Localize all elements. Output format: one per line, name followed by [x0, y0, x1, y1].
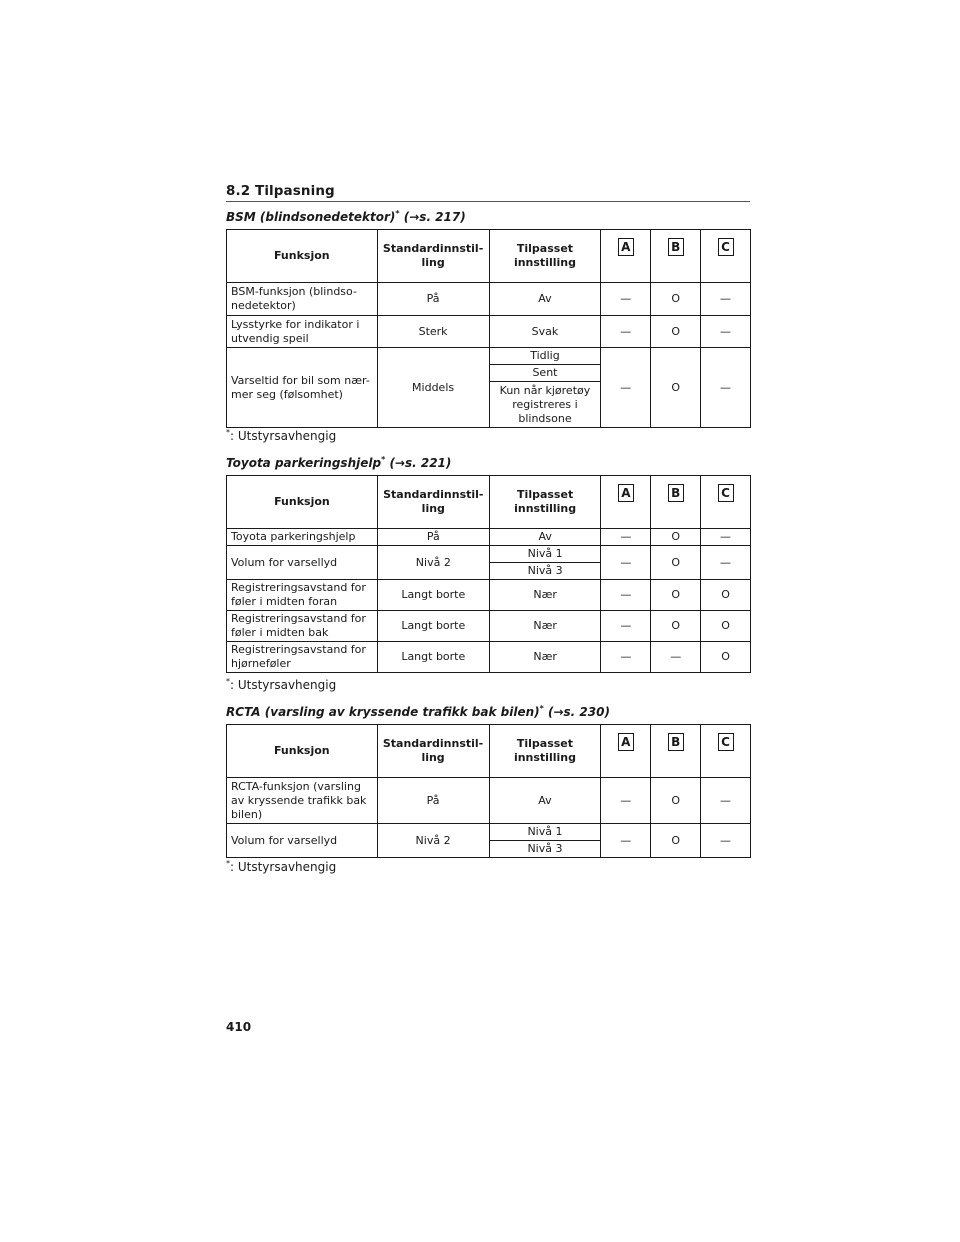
table-subrow: Nivå 3 — [227, 563, 751, 580]
table-row: Registreringsavstand for hjørneføler Langt borte Nær — — O — [227, 642, 751, 673]
col-a: A — [618, 238, 634, 256]
col-b: B — [668, 733, 684, 751]
bsm-heading: BSM (blindsonedetektor)* (→s. 217) — [226, 209, 466, 224]
table-row: Registreringsavstand for føler i midten foran Langt borte Nær — O O — [227, 580, 751, 611]
rcta-footnote: *: Utstyrsavhengig — [226, 859, 337, 874]
table-header-row — [227, 476, 751, 529]
parking-heading: Toyota parkeringshjelp* (→s. 221) — [226, 455, 452, 470]
table-row: RCTA-funksjon (varsling av kryssende trafikk bak bilen) På Av — O — — [227, 778, 751, 824]
bsm-footnote: *: Utstyrsavhengig — [226, 428, 337, 443]
col-tilpasset: Tilpasset innstilling — [489, 725, 601, 778]
table-row: Toyota parkeringshjelp På Av — O — — [227, 529, 751, 546]
col-funksjon: Funksjon — [227, 476, 378, 529]
col-b: B — [668, 238, 684, 256]
rcta-page-ref: (→s. 230) — [548, 705, 610, 719]
rcta-table — [226, 724, 751, 858]
col-standard: Standardinnstil-ling — [377, 476, 489, 529]
col-c: C — [718, 733, 734, 751]
col-c: C — [718, 238, 734, 256]
table-row: Volum for varsellyd Nivå 2 Nivå 1 — O — — [227, 546, 751, 563]
table-row: Varseltid for bil som nær-mer seg (følsomhet) Middels Tidlig — O — — [227, 348, 751, 365]
bsm-table — [226, 229, 751, 428]
col-b: B — [668, 484, 684, 502]
parking-table — [226, 475, 751, 673]
section-title: 8.2 Tilpasning — [226, 183, 335, 199]
parking-page-ref: (→s. 221) — [389, 456, 452, 470]
col-tilpasset: Tilpasset innstilling — [489, 230, 601, 283]
col-tilpasset: Tilpasset innstilling — [489, 476, 601, 529]
col-a: A — [618, 733, 634, 751]
table-header-row — [227, 230, 751, 283]
page-number: 410 — [226, 1020, 252, 1034]
bsm-page-ref: (→s. 217) — [403, 210, 466, 224]
table-subrow: Sent — [227, 365, 751, 382]
col-funksjon: Funksjon — [227, 725, 378, 778]
table-subrow: Nivå 3 — [227, 841, 751, 858]
table-header-row — [227, 725, 751, 778]
table-row: Registreringsavstand for føler i midten bak Langt borte Nær — O O — [227, 611, 751, 642]
col-c: C — [718, 484, 734, 502]
table-row: Volum for varsellyd Nivå 2 Nivå 1 — O — — [227, 824, 751, 841]
rcta-heading: RCTA (varsling av kryssende trafikk bak bilen)* (→s. 230) — [226, 704, 610, 719]
col-funksjon: Funksjon — [227, 230, 378, 283]
table-subrow: Kun når kjøretøy registreres i blindsone — [227, 382, 751, 428]
page-header — [226, 180, 750, 202]
col-standard: Standardinnstil-ling — [377, 725, 489, 778]
table-row: BSM-funksjon (blindso-nedetektor) På Av — O — — [227, 283, 751, 316]
table-row: Lysstyrke for indikator i utvendig speil Sterk Svak — O — — [227, 316, 751, 348]
col-standard: Standardinnstil-ling — [377, 230, 489, 283]
col-a: A — [618, 484, 634, 502]
parking-footnote: *: Utstyrsavhengig — [226, 677, 337, 692]
